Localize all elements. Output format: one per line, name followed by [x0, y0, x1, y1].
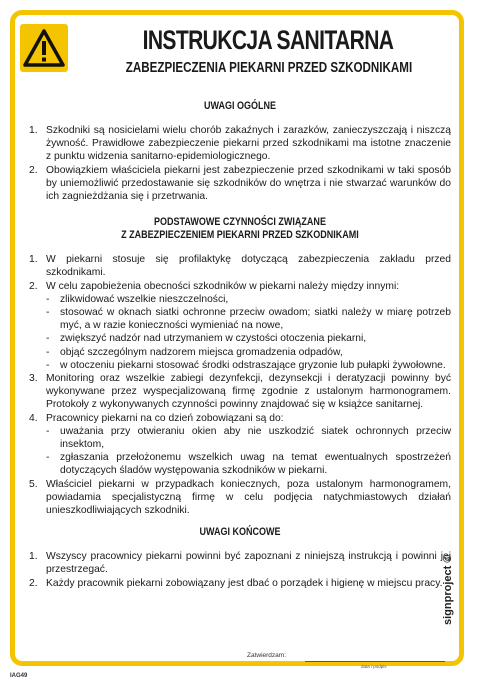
section-heading-final: UWAGI KOŃCOWE — [199, 526, 281, 539]
signature-caption: data i podpis — [361, 664, 387, 669]
list-item — [29, 280, 451, 372]
dash-item: - zgłaszania przełożonemu wszelkich uwag na temat ewentualnych spostrzeżeń dotyczących śladów występowania szkodników w piekarni. — [46, 452, 451, 477]
item-number: 3. — [29, 373, 38, 385]
item-number: 5. — [29, 478, 38, 490]
dash-item: - w otoczeniu piekarni stosować środki odstraszające gryzonie lub pułapki żywołowne. — [46, 359, 446, 371]
item-number: 1. — [29, 551, 38, 563]
list-item — [29, 164, 451, 204]
item-text: W celu zapobieżenia obecności szkodników w piekarni należy między innymi: — [46, 280, 400, 292]
item-text: W piekarni stosuje się profilaktykę dotyczącą zabezpieczenia zakładu przed szkodnikami. — [46, 254, 451, 279]
item-number: 2. — [29, 280, 38, 292]
dash-item: - zwiększyć nadzór nad utrzymaniem w czystości otoczenia piekarni, — [46, 333, 367, 345]
page-title: INSTRUKCJA SANITARNA — [142, 25, 394, 55]
warning-triangle-icon — [20, 24, 68, 72]
dash-item: - zlikwidować wszelkie nieszczelności, — [46, 293, 229, 305]
item-text: Monitoring oraz wszelkie zabiegi dezynfekcji, dezynsekcji i deratyzacji powinny być wykonywane przez wyspecjalizowaną firmę zgodnie z ustalonym harmonogramem. Protokoły z wykonywanych czynności powinny znajdować się w książce sanitarnej. — [46, 373, 451, 411]
section-heading-general: UWAGI OGÓLNE — [203, 100, 277, 112]
section-heading-basic-line1: PODSTAWOWE CZYNNOŚCI ZWIĄZANE — [154, 216, 326, 229]
item-text: Pracownicy piekarni na co dzień zobowiązani są do: — [46, 412, 284, 424]
item-text: Wszyscy pracownicy piekarni powinni być zapoznani z niniejszą instrukcją i powinni jej przestrzegać. — [46, 551, 451, 576]
instruction-body — [29, 100, 451, 590]
list-item — [29, 372, 451, 412]
item-text: Każdy pracownik piekarni zobowiązany jest dbać o porządek i higienę w miejscu pracy. — [46, 577, 443, 589]
list-item — [29, 412, 451, 478]
item-number: 1. — [29, 125, 38, 136]
item-text: Obowiązkiem właściciela piekarni jest zabezpieczenie przed szkodnikami w taki sposób by uniemożliwić przedostawanie się szkodników do wnętrza i nie stwarzać warunków do ich zagnieżdżania się i przetrwania. — [46, 164, 451, 203]
item-text: Właściciel piekarni w przypadkach koniecznych, poza ustalonym harmonogramem, powiadamia specjalistyczną firmę w celu podjęcia natychmiastowych działań unieszkodliwiających szkodniki. — [46, 478, 451, 517]
dash-item: - uważania przy otwieraniu okien aby nie uszkodzić siatek ochronnych przeciw insektom, — [46, 425, 451, 451]
item-number: 2. — [29, 164, 38, 176]
approval-label: Zatwierdzam: — [247, 652, 287, 659]
section-heading-basic-line2: Z ZABEZPIECZENIEM PIEKARNI PRZED SZKODNIKAMI — [121, 229, 359, 242]
item-number: 2. — [29, 577, 38, 589]
page-subtitle: ZABEZPIECZENIA PIEKARNI PRZED SZKODNIKAMI — [125, 60, 413, 76]
dash-item: - stosować w oknach siatki ochronne przeciw owadom; siatki należy w miarę potrzeb myć, a w razie konieczności wymieniać na nowe, — [46, 307, 451, 332]
list-item — [29, 253, 451, 279]
dash-item: - objąć szczególnym nadzorem miejsca gromadzenia odpadów, — [46, 346, 343, 358]
list-item — [29, 550, 451, 576]
list-item — [29, 478, 451, 518]
item-number: 1. — [29, 254, 38, 266]
item-number: 4. — [29, 412, 38, 424]
list-item — [29, 577, 451, 590]
item-text: Szkodniki są nosicielami wielu chorób zakaźnych i zarazków, zanieczyszczają i niszczą żywność. Prawidłowe zabezpieczenie piekarni przed szkodnikami ma istotne znaczenie z punktu widzenia sanitarno-epidemiologicznego. — [46, 125, 451, 163]
list-item — [29, 124, 451, 164]
brand-label: signproject © — [442, 554, 454, 625]
signature-line — [305, 661, 445, 662]
product-code: IAG49 — [10, 673, 28, 679]
